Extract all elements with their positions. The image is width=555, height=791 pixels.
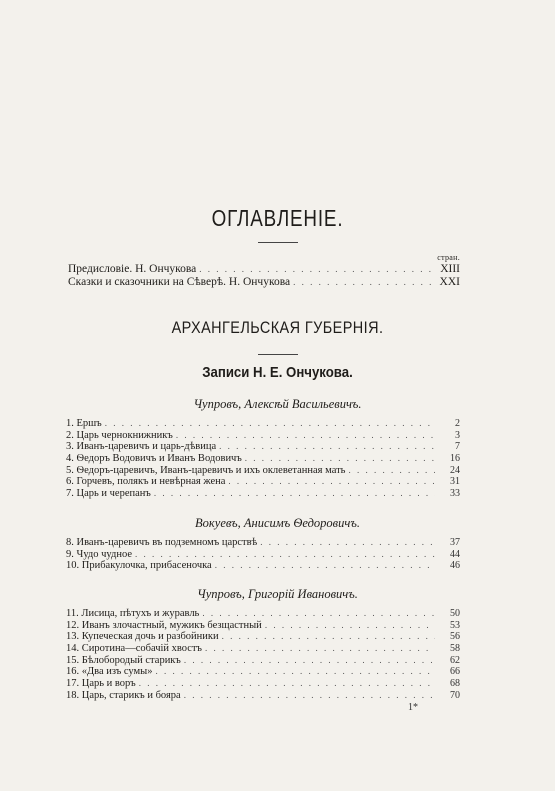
toc-row: [66, 453, 460, 465]
toc-label: 2. Царь чернокнижникъ: [66, 429, 173, 441]
toc-page: 31: [450, 476, 460, 488]
toc-label: 7. Царь и черепанъ: [66, 488, 151, 500]
title-divider: [258, 242, 298, 243]
leader-dots: [139, 678, 435, 690]
entry-list: [66, 418, 460, 500]
leader-dots: [348, 465, 435, 477]
toc-page: XIII: [440, 263, 460, 275]
leader-dots: [135, 549, 435, 561]
toc-page: 3: [455, 429, 460, 441]
toc-page: 7: [455, 441, 460, 453]
leader-dots: [184, 690, 435, 702]
toc-label: 8. Иванъ-царевичъ въ подземномъ царствѣ: [66, 537, 258, 548]
entry-list: [66, 608, 460, 702]
toc-row: [66, 537, 460, 549]
toc-row: [66, 620, 460, 632]
toc-row: [66, 643, 460, 655]
toc-page: 56: [450, 631, 460, 643]
toc-row: [66, 678, 460, 690]
toc-row: [66, 465, 460, 477]
toc-page: 68: [450, 678, 460, 690]
toc-label: 12. Иванъ злочастный, мужикъ безщастный: [66, 619, 262, 631]
section-divider: [258, 354, 298, 355]
toc-row-essay: [68, 276, 460, 288]
narrator-heading: Чупровъ, Григорій Ивановичъ.: [197, 587, 358, 601]
toc-row: [66, 430, 460, 442]
leader-dots: [105, 418, 435, 430]
prelim-list: [68, 263, 460, 288]
toc-page: 66: [450, 666, 460, 678]
leader-dots: [205, 643, 435, 655]
toc-row: [66, 441, 460, 453]
toc-row: [66, 655, 460, 667]
leader-dots: [222, 631, 435, 643]
toc-row: [66, 418, 460, 430]
toc-label: Сказки и сказочники на Сѣверѣ. Н. Ончукова: [68, 276, 291, 288]
toc-row: [66, 488, 460, 500]
toc-row: [66, 608, 460, 620]
toc-page: 50: [450, 608, 460, 619]
toc-row: [66, 690, 460, 702]
toc-label: 14. Сиротина—собачій хвостъ: [66, 643, 202, 655]
leader-dots: [265, 620, 435, 632]
leader-dots: [199, 264, 435, 274]
toc-label: 10. Прибакулочка, прибасеночка: [66, 560, 212, 572]
leader-dots: [228, 476, 435, 488]
toc-page: 44: [450, 548, 460, 560]
narrator-heading: Вокуевъ, Анисимъ Ѳедоровичъ.: [195, 516, 360, 530]
toc-label: 4. Ѳедоръ Водовичъ и Иванъ Водовичъ: [66, 453, 242, 465]
toc-label: 18. Царь, старикъ и бояра: [66, 689, 181, 701]
toc-page: XXI: [439, 276, 460, 288]
toc-page: 37: [450, 537, 460, 548]
toc-label: 3. Иванъ-царевичъ и царь-дѣвица: [66, 441, 217, 453]
toc-label: 17. Царь и воръ: [66, 678, 136, 690]
toc-label: 15. Бѣлобородый старикъ: [66, 654, 181, 666]
toc-page: 24: [450, 464, 460, 476]
toc-label: Предисловіе. Н. Ончукова: [68, 263, 197, 275]
leader-dots: [154, 488, 435, 500]
page-title: ОГЛАВЛЕНІЕ.: [211, 205, 344, 231]
toc-label: 1. Ершъ: [66, 418, 102, 429]
toc-label: 11. Лисица, пѣтухъ и журавль: [66, 608, 200, 619]
leader-dots: [219, 441, 435, 453]
leader-dots: [156, 666, 436, 678]
toc-page: 53: [450, 619, 460, 631]
leader-dots: [202, 608, 435, 620]
page-column-header: стран.: [437, 253, 460, 262]
toc-label: 13. Купеческая дочь и разбойники: [66, 631, 219, 643]
leader-dots: [184, 655, 435, 667]
toc-row: [66, 560, 460, 572]
leader-dots: [245, 453, 435, 465]
toc-page: 62: [450, 654, 460, 666]
toc-label: 5. Ѳедоръ-царевичъ, Иванъ-царевичъ и ихъ оклеветанная мать: [66, 464, 346, 476]
toc-page: 58: [450, 643, 460, 655]
leader-dots: [176, 430, 435, 442]
toc-page: 33: [450, 488, 460, 500]
toc-label: 16. «Два изъ сумы»: [66, 666, 153, 678]
toc-page: 2: [455, 418, 460, 429]
leader-dots: [260, 537, 435, 549]
entry-list: [66, 537, 460, 572]
toc-row: [66, 476, 460, 488]
leader-dots: [293, 277, 435, 287]
toc-page: 16: [450, 453, 460, 465]
toc-label: 6. Горчевъ, полякъ и невѣрная жена: [66, 476, 226, 488]
toc-row: [66, 631, 460, 643]
toc-row-preface: [68, 263, 460, 275]
collector-heading: Записи Н. Е. Ончукова.: [202, 364, 353, 381]
narrator-heading: Чупровъ, Алексѣй Васильевичъ.: [193, 397, 362, 411]
toc-row: [66, 666, 460, 678]
signature-mark: 1*: [408, 702, 418, 713]
toc-row: [66, 549, 460, 561]
toc-page: 70: [450, 689, 460, 701]
toc-page: 46: [450, 560, 460, 572]
toc-label: 9. Чудо чудное: [66, 548, 132, 560]
leader-dots: [215, 560, 435, 572]
section-title: АРХАНГЕЛЬСКАЯ ГУБЕРНІЯ.: [171, 318, 384, 337]
